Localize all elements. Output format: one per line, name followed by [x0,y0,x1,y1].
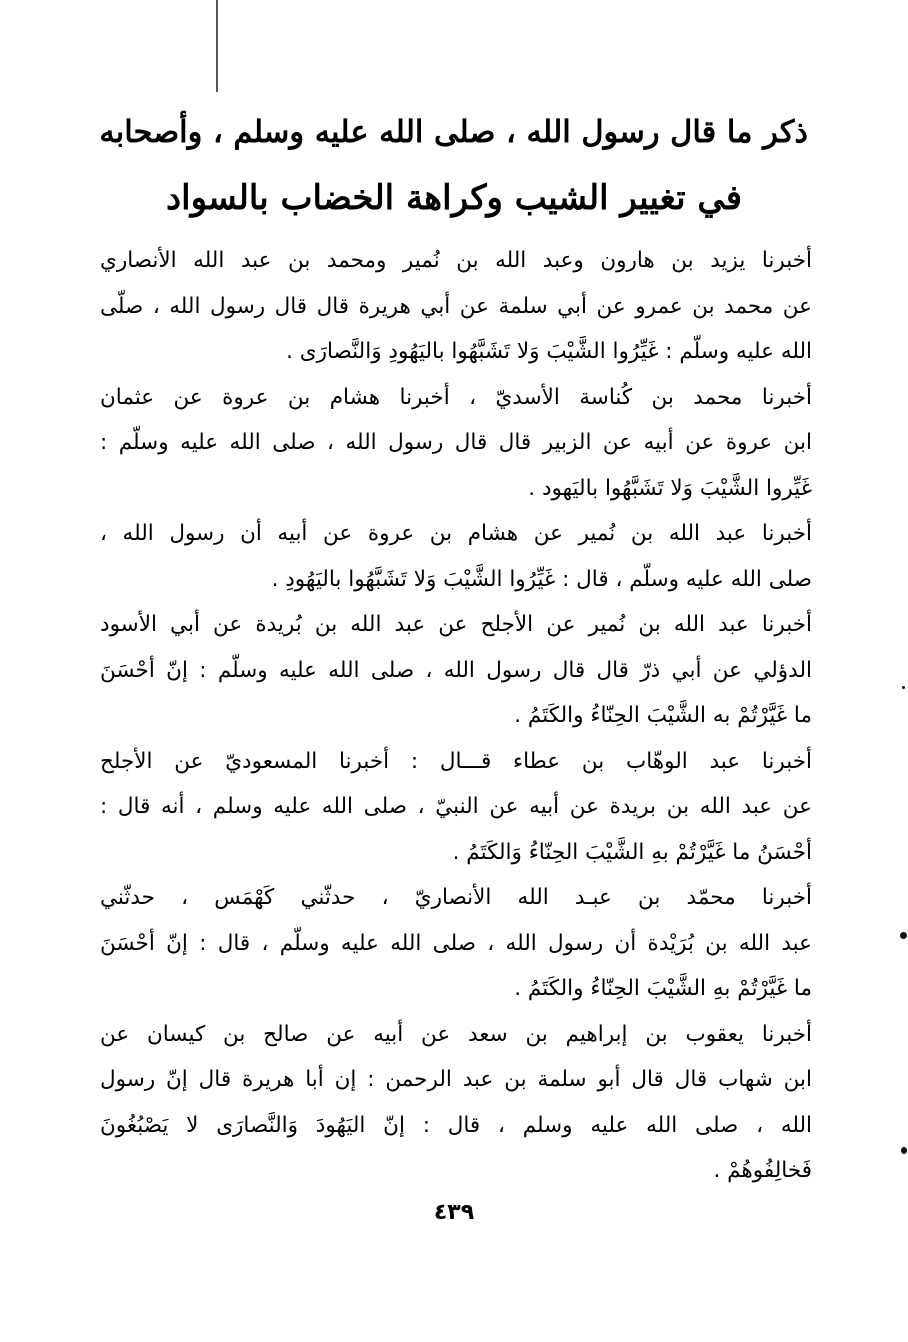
scan-fold-line [216,0,218,92]
hadith-paragraph [100,511,812,602]
hadith-paragraph [100,739,812,876]
text-line: ابن عروة عن أبيه عن الزبير قال قال رسول الله ، صلى الله عليه وسلّم : [100,430,812,455]
hadith-paragraph [100,1012,812,1194]
text-line: الله عليه وسلّم : غَيِّرُوا الشَّيْبَ وَلا تَشَبَّهُوا باليَهُودِ وَالنَّصارَى . [286,339,812,364]
chapter-heading-line-1: ذكر ما قال رسول الله ، صلى الله عليه وسلم ، وأصحابه [99,114,808,150]
chapter-heading-line-2: في تغيير الشيب وكراهة الخضاب بالسواد [166,178,742,218]
text-line: أخبرنا محمد بن كُناسة الأسديّ ، أخبرنا هشام بن عروة عن عثمان [100,384,812,410]
text-line: أخبرنا يعقوب بن إبراهيم بن سعد عن أبيه عن صالح بن كيسان عن [100,1021,812,1047]
text-line: أخبرنا عبد الوهّاب بن عطاء قـــال : أخبرنا المسعوديّ عن الأجلح [100,748,812,774]
text-line: أخبرنا محمّد بن عبـد الله الأنصاريّ ، حدثّني كَهْمَس ، حدثّني [100,885,812,910]
text-line: الله ، صلى الله عليه وسلم ، قال : إنّ اليَهُودَ وَالنَّصارَى لا يَصْبُغُونَ [100,1112,812,1138]
text-line: ما غَيَّرْتُمْ به الشَّيْبَ الحِنّاءُ والكَتَمُ . [514,703,812,728]
text-line: عن عبد الله بن بريدة عن أبيه عن النبيّ ، صلى الله عليه وسلم ، أنه قال : [100,794,812,819]
margin-speck [902,686,905,689]
text-line: أخبرنا عبد الله بن نُمير عن هشام بن عروة عن أبيه أن رسول الله ، [100,521,812,546]
text-line: أحْسَنُ ما غَيَّرْتُمْ بهِ الشَّيْبَ الحِنّاءُ وَالكَتَمُ . [452,839,812,865]
page-number: ٤٣٩ [433,1200,475,1225]
hadith-paragraph [100,875,812,1012]
text-body [100,238,812,1194]
text-line: غَيِّروا الشَّيْبَ وَلا تَشَبَّهُوا باليَهود . [528,475,812,501]
text-line: الدؤلي عن أبي ذرّ قال قال رسول الله ، صلى الله عليه وسلّم : إنّ أحْسَنَ [100,657,812,683]
margin-speck [901,1147,907,1154]
hadith-paragraph [100,238,812,375]
text-line: عبد الله بن بُرَيْدة أن رسول الله ، صلى الله عليه وسلّم ، قال : إنّ أحْسَنَ [100,930,812,956]
text-line: صلى الله عليه وسلّم ، قال : غَيِّرُوا الشَّيْبَ وَلا تَشَبَّهُوا باليَهُودِ . [271,566,812,592]
text-line: ابن شهاب قال قال أبو سلمة بن عبد الرحمن : إن أبا هريرة قال إنّ رسول [100,1067,812,1092]
text-line: أخبرنا يزيد بن هارون وعبد الله بن نُمير ومحمد بن عبد الله الأنصاري [100,248,812,273]
text-line: فَخالِفُوهُمْ . [713,1158,812,1183]
text-line: أخبرنا عبد الله بن نُمير عن الأجلح عن عبد الله بن بُريدة عن أبي الأسود [100,612,812,637]
text-line: عن محمد بن عمرو عن أبي سلمة عن أبي هريرة قال قال رسول الله ، صلّى [100,293,812,319]
hadith-paragraph [100,602,812,739]
text-line: ما غَيَّرْتُمْ بهِ الشَّيْبَ الحِنّاءُ والكَتَمُ . [514,976,812,1001]
margin-speck [900,932,907,939]
hadith-paragraph [100,375,812,512]
